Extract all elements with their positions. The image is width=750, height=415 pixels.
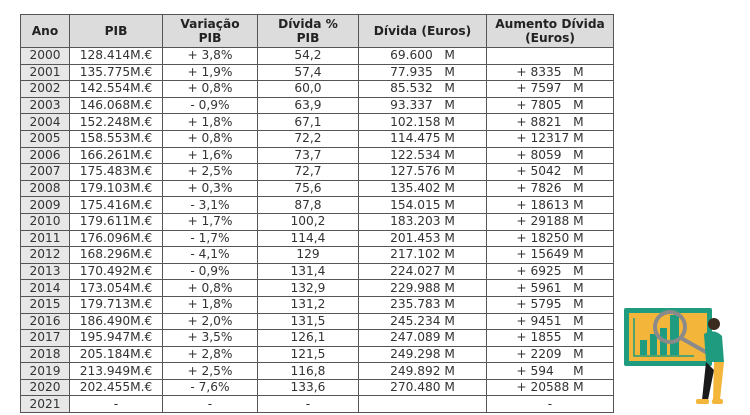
cell-variacao-pib: - 0,9% xyxy=(163,97,258,114)
table-header-row xyxy=(21,15,614,48)
cell-divida-pct-pib: 60,0 xyxy=(258,81,359,98)
cell-aumento-divida: + 9451 M xyxy=(487,313,614,330)
cell-divida-euros: 224.027 M xyxy=(359,263,487,280)
table-row xyxy=(21,247,614,264)
cell-pib: 175.416M.€ xyxy=(70,197,163,214)
cell-aumento-divida xyxy=(487,48,614,65)
cell-ano: 2009 xyxy=(21,197,70,214)
cell-divida-euros: 217.102 M xyxy=(359,247,487,264)
cell-divida-pct-pib: 54,2 xyxy=(258,48,359,65)
cell-variacao-pib: + 2,0% xyxy=(163,313,258,330)
cell-pib: 186.490M.€ xyxy=(70,313,163,330)
cell-pib: 173.054M.€ xyxy=(70,280,163,297)
cell-aumento-divida: + 2209 M xyxy=(487,346,614,363)
cell-variacao-pib: + 0,8% xyxy=(163,81,258,98)
cell-variacao-pib: - 7,6% xyxy=(163,379,258,396)
cell-divida-euros: 93.337 M xyxy=(359,97,487,114)
cell-ano: 2011 xyxy=(21,230,70,247)
table-row xyxy=(21,396,614,413)
cell-divida-pct-pib: 100,2 xyxy=(258,213,359,230)
cell-divida-euros: 249.298 M xyxy=(359,346,487,363)
person-with-magnifier-bar-chart-icon xyxy=(622,300,744,410)
cell-variacao-pib: - 3,1% xyxy=(163,197,258,214)
cell-divida-euros: 102.158 M xyxy=(359,114,487,131)
cell-ano: 2015 xyxy=(21,296,70,313)
cell-pib: 152.248M.€ xyxy=(70,114,163,131)
debt-table xyxy=(20,14,614,413)
cell-divida-euros: 127.576 M xyxy=(359,164,487,181)
cell-variacao-pib: + 1,7% xyxy=(163,213,258,230)
cell-aumento-divida: + 18613 M xyxy=(487,197,614,214)
cell-ano: 2006 xyxy=(21,147,70,164)
table-row xyxy=(21,379,614,396)
cell-aumento-divida: + 5042 M xyxy=(487,164,614,181)
cell-variacao-pib: + 1,8% xyxy=(163,296,258,313)
cell-variacao-pib: - 1,7% xyxy=(163,230,258,247)
table-row xyxy=(21,97,614,114)
table-row xyxy=(21,330,614,347)
cell-divida-pct-pib: 114,4 xyxy=(258,230,359,247)
cell-aumento-divida: + 18250 M xyxy=(487,230,614,247)
table-row xyxy=(21,48,614,65)
header-label: PIB xyxy=(296,31,320,45)
cell-divida-euros: 245.234 M xyxy=(359,313,487,330)
header-label: Variação xyxy=(180,17,240,31)
cell-pib: 128.414M.€ xyxy=(70,48,163,65)
table-row xyxy=(21,114,614,131)
table-row xyxy=(21,263,614,280)
cell-divida-pct-pib: 121,5 xyxy=(258,346,359,363)
cell-divida-pct-pib: 57,4 xyxy=(258,64,359,81)
cell-variacao-pib: + 0,3% xyxy=(163,180,258,197)
cell-ano: 2013 xyxy=(21,263,70,280)
table-row xyxy=(21,147,614,164)
cell-aumento-divida: + 6925 M xyxy=(487,263,614,280)
cell-ano: 2017 xyxy=(21,330,70,347)
cell-variacao-pib: + 1,8% xyxy=(163,114,258,131)
cell-variacao-pib: + 1,6% xyxy=(163,147,258,164)
cell-variacao-pib: + 0,8% xyxy=(163,280,258,297)
cell-divida-euros: 229.988 M xyxy=(359,280,487,297)
table-body xyxy=(21,48,614,413)
header-divida-pct-pib xyxy=(258,15,359,48)
cell-ano: 2010 xyxy=(21,213,70,230)
cell-divida-pct-pib: 131,2 xyxy=(258,296,359,313)
cell-pib: 166.261M.€ xyxy=(70,147,163,164)
cell-aumento-divida: + 8059 M xyxy=(487,147,614,164)
cell-aumento-divida: - xyxy=(487,396,614,413)
cell-divida-pct-pib: 131,5 xyxy=(258,313,359,330)
cell-divida-euros: 69.600 M xyxy=(359,48,487,65)
cell-divida-pct-pib: 116,8 xyxy=(258,363,359,380)
cell-ano: 2000 xyxy=(21,48,70,65)
header-label: Dívida (Euros) xyxy=(373,24,472,38)
table-row xyxy=(21,197,614,214)
cell-pib: 202.455M.€ xyxy=(70,379,163,396)
cell-aumento-divida: + 7597 M xyxy=(487,81,614,98)
header-pib xyxy=(70,15,163,48)
cell-variacao-pib: + 0,8% xyxy=(163,130,258,147)
cell-divida-pct-pib: 131,4 xyxy=(258,263,359,280)
cell-aumento-divida: + 29188 M xyxy=(487,213,614,230)
cell-aumento-divida: + 5961 M xyxy=(487,280,614,297)
cell-pib: 135.775M.€ xyxy=(70,64,163,81)
cell-pib: 205.184M.€ xyxy=(70,346,163,363)
cell-aumento-divida: + 15649 M xyxy=(487,247,614,264)
cell-pib: 146.068M.€ xyxy=(70,97,163,114)
cell-pib: 168.296M.€ xyxy=(70,247,163,264)
cell-pib: 142.554M.€ xyxy=(70,81,163,98)
cell-divida-euros: 235.783 M xyxy=(359,296,487,313)
cell-variacao-pib: + 1,9% xyxy=(163,64,258,81)
header-label: Aumento Dívida xyxy=(495,17,605,31)
cell-divida-pct-pib: 129 xyxy=(258,247,359,264)
cell-ano: 2007 xyxy=(21,164,70,181)
table-row xyxy=(21,130,614,147)
cell-ano: 2021 xyxy=(21,396,70,413)
cell-aumento-divida: + 8821 M xyxy=(487,114,614,131)
cell-variacao-pib: - xyxy=(163,396,258,413)
cell-ano: 2005 xyxy=(21,130,70,147)
cell-variacao-pib: + 2,8% xyxy=(163,346,258,363)
cell-divida-pct-pib: 72,2 xyxy=(258,130,359,147)
table-row xyxy=(21,180,614,197)
table-row xyxy=(21,164,614,181)
header-label: Ano xyxy=(31,24,59,38)
cell-pib: 195.947M.€ xyxy=(70,330,163,347)
cell-ano: 2018 xyxy=(21,346,70,363)
header-divida-euros xyxy=(359,15,487,48)
cell-aumento-divida: + 5795 M xyxy=(487,296,614,313)
table-row xyxy=(21,346,614,363)
cell-divida-euros: 183.203 M xyxy=(359,213,487,230)
table-row xyxy=(21,313,614,330)
cell-ano: 2020 xyxy=(21,379,70,396)
cell-variacao-pib: + 2,5% xyxy=(163,363,258,380)
cell-divida-pct-pib: 75,6 xyxy=(258,180,359,197)
cell-divida-euros: 270.480 M xyxy=(359,379,487,396)
cell-pib: 175.483M.€ xyxy=(70,164,163,181)
table-row xyxy=(21,64,614,81)
cell-divida-euros xyxy=(359,396,487,413)
cell-variacao-pib: - 0,9% xyxy=(163,263,258,280)
cell-variacao-pib: - 4,1% xyxy=(163,247,258,264)
cell-ano: 2008 xyxy=(21,180,70,197)
cell-ano: 2002 xyxy=(21,81,70,98)
cell-pib: 213.949M.€ xyxy=(70,363,163,380)
cell-divida-pct-pib: - xyxy=(258,396,359,413)
cell-pib: 158.553M.€ xyxy=(70,130,163,147)
cell-pib: 170.492M.€ xyxy=(70,263,163,280)
table-row xyxy=(21,213,614,230)
header-label: PIB xyxy=(104,24,128,38)
cell-divida-euros: 114.475 M xyxy=(359,130,487,147)
cell-divida-pct-pib: 63,9 xyxy=(258,97,359,114)
cell-ano: 2016 xyxy=(21,313,70,330)
cell-aumento-divida: + 7826 M xyxy=(487,180,614,197)
table-row xyxy=(21,363,614,380)
cell-divida-euros: 154.015 M xyxy=(359,197,487,214)
cell-divida-pct-pib: 67,1 xyxy=(258,114,359,131)
cell-variacao-pib: + 3,8% xyxy=(163,48,258,65)
header-label: PIB xyxy=(198,31,222,45)
cell-ano: 2014 xyxy=(21,280,70,297)
cell-aumento-divida: + 12317 M xyxy=(487,130,614,147)
cell-divida-pct-pib: 133,6 xyxy=(258,379,359,396)
cell-divida-euros: 85.532 M xyxy=(359,81,487,98)
cell-aumento-divida: + 594 M xyxy=(487,363,614,380)
header-ano xyxy=(21,15,70,48)
header-variacao-pib xyxy=(163,15,258,48)
table-row xyxy=(21,230,614,247)
cell-divida-euros: 122.534 M xyxy=(359,147,487,164)
cell-divida-euros: 249.892 M xyxy=(359,363,487,380)
cell-variacao-pib: + 2,5% xyxy=(163,164,258,181)
cell-variacao-pib: + 3,5% xyxy=(163,330,258,347)
cell-divida-euros: 77.935 M xyxy=(359,64,487,81)
cell-divida-euros: 201.453 M xyxy=(359,230,487,247)
cell-ano: 2012 xyxy=(21,247,70,264)
cell-divida-euros: 247.089 M xyxy=(359,330,487,347)
cell-divida-pct-pib: 72,7 xyxy=(258,164,359,181)
analytics-illustration xyxy=(622,300,744,410)
cell-pib: - xyxy=(70,396,163,413)
cell-pib: 179.713M.€ xyxy=(70,296,163,313)
cell-ano: 2003 xyxy=(21,97,70,114)
cell-aumento-divida: + 1855 M xyxy=(487,330,614,347)
cell-divida-pct-pib: 87,8 xyxy=(258,197,359,214)
cell-divida-pct-pib: 132,9 xyxy=(258,280,359,297)
header-label: Dívida % xyxy=(278,17,338,31)
cell-ano: 2019 xyxy=(21,363,70,380)
cell-aumento-divida: + 8335 M xyxy=(487,64,614,81)
table-row xyxy=(21,280,614,297)
cell-divida-pct-pib: 126,1 xyxy=(258,330,359,347)
table-row xyxy=(21,81,614,98)
cell-ano: 2004 xyxy=(21,114,70,131)
cell-pib: 179.103M.€ xyxy=(70,180,163,197)
header-aumento-divida xyxy=(487,15,614,48)
cell-divida-pct-pib: 73,7 xyxy=(258,147,359,164)
cell-aumento-divida: + 7805 M xyxy=(487,97,614,114)
cell-ano: 2001 xyxy=(21,64,70,81)
cell-pib: 179.611M.€ xyxy=(70,213,163,230)
cell-divida-euros: 135.402 M xyxy=(359,180,487,197)
table-row xyxy=(21,296,614,313)
header-label: (Euros) xyxy=(525,31,575,45)
cell-aumento-divida: + 20588 M xyxy=(487,379,614,396)
cell-pib: 176.096M.€ xyxy=(70,230,163,247)
